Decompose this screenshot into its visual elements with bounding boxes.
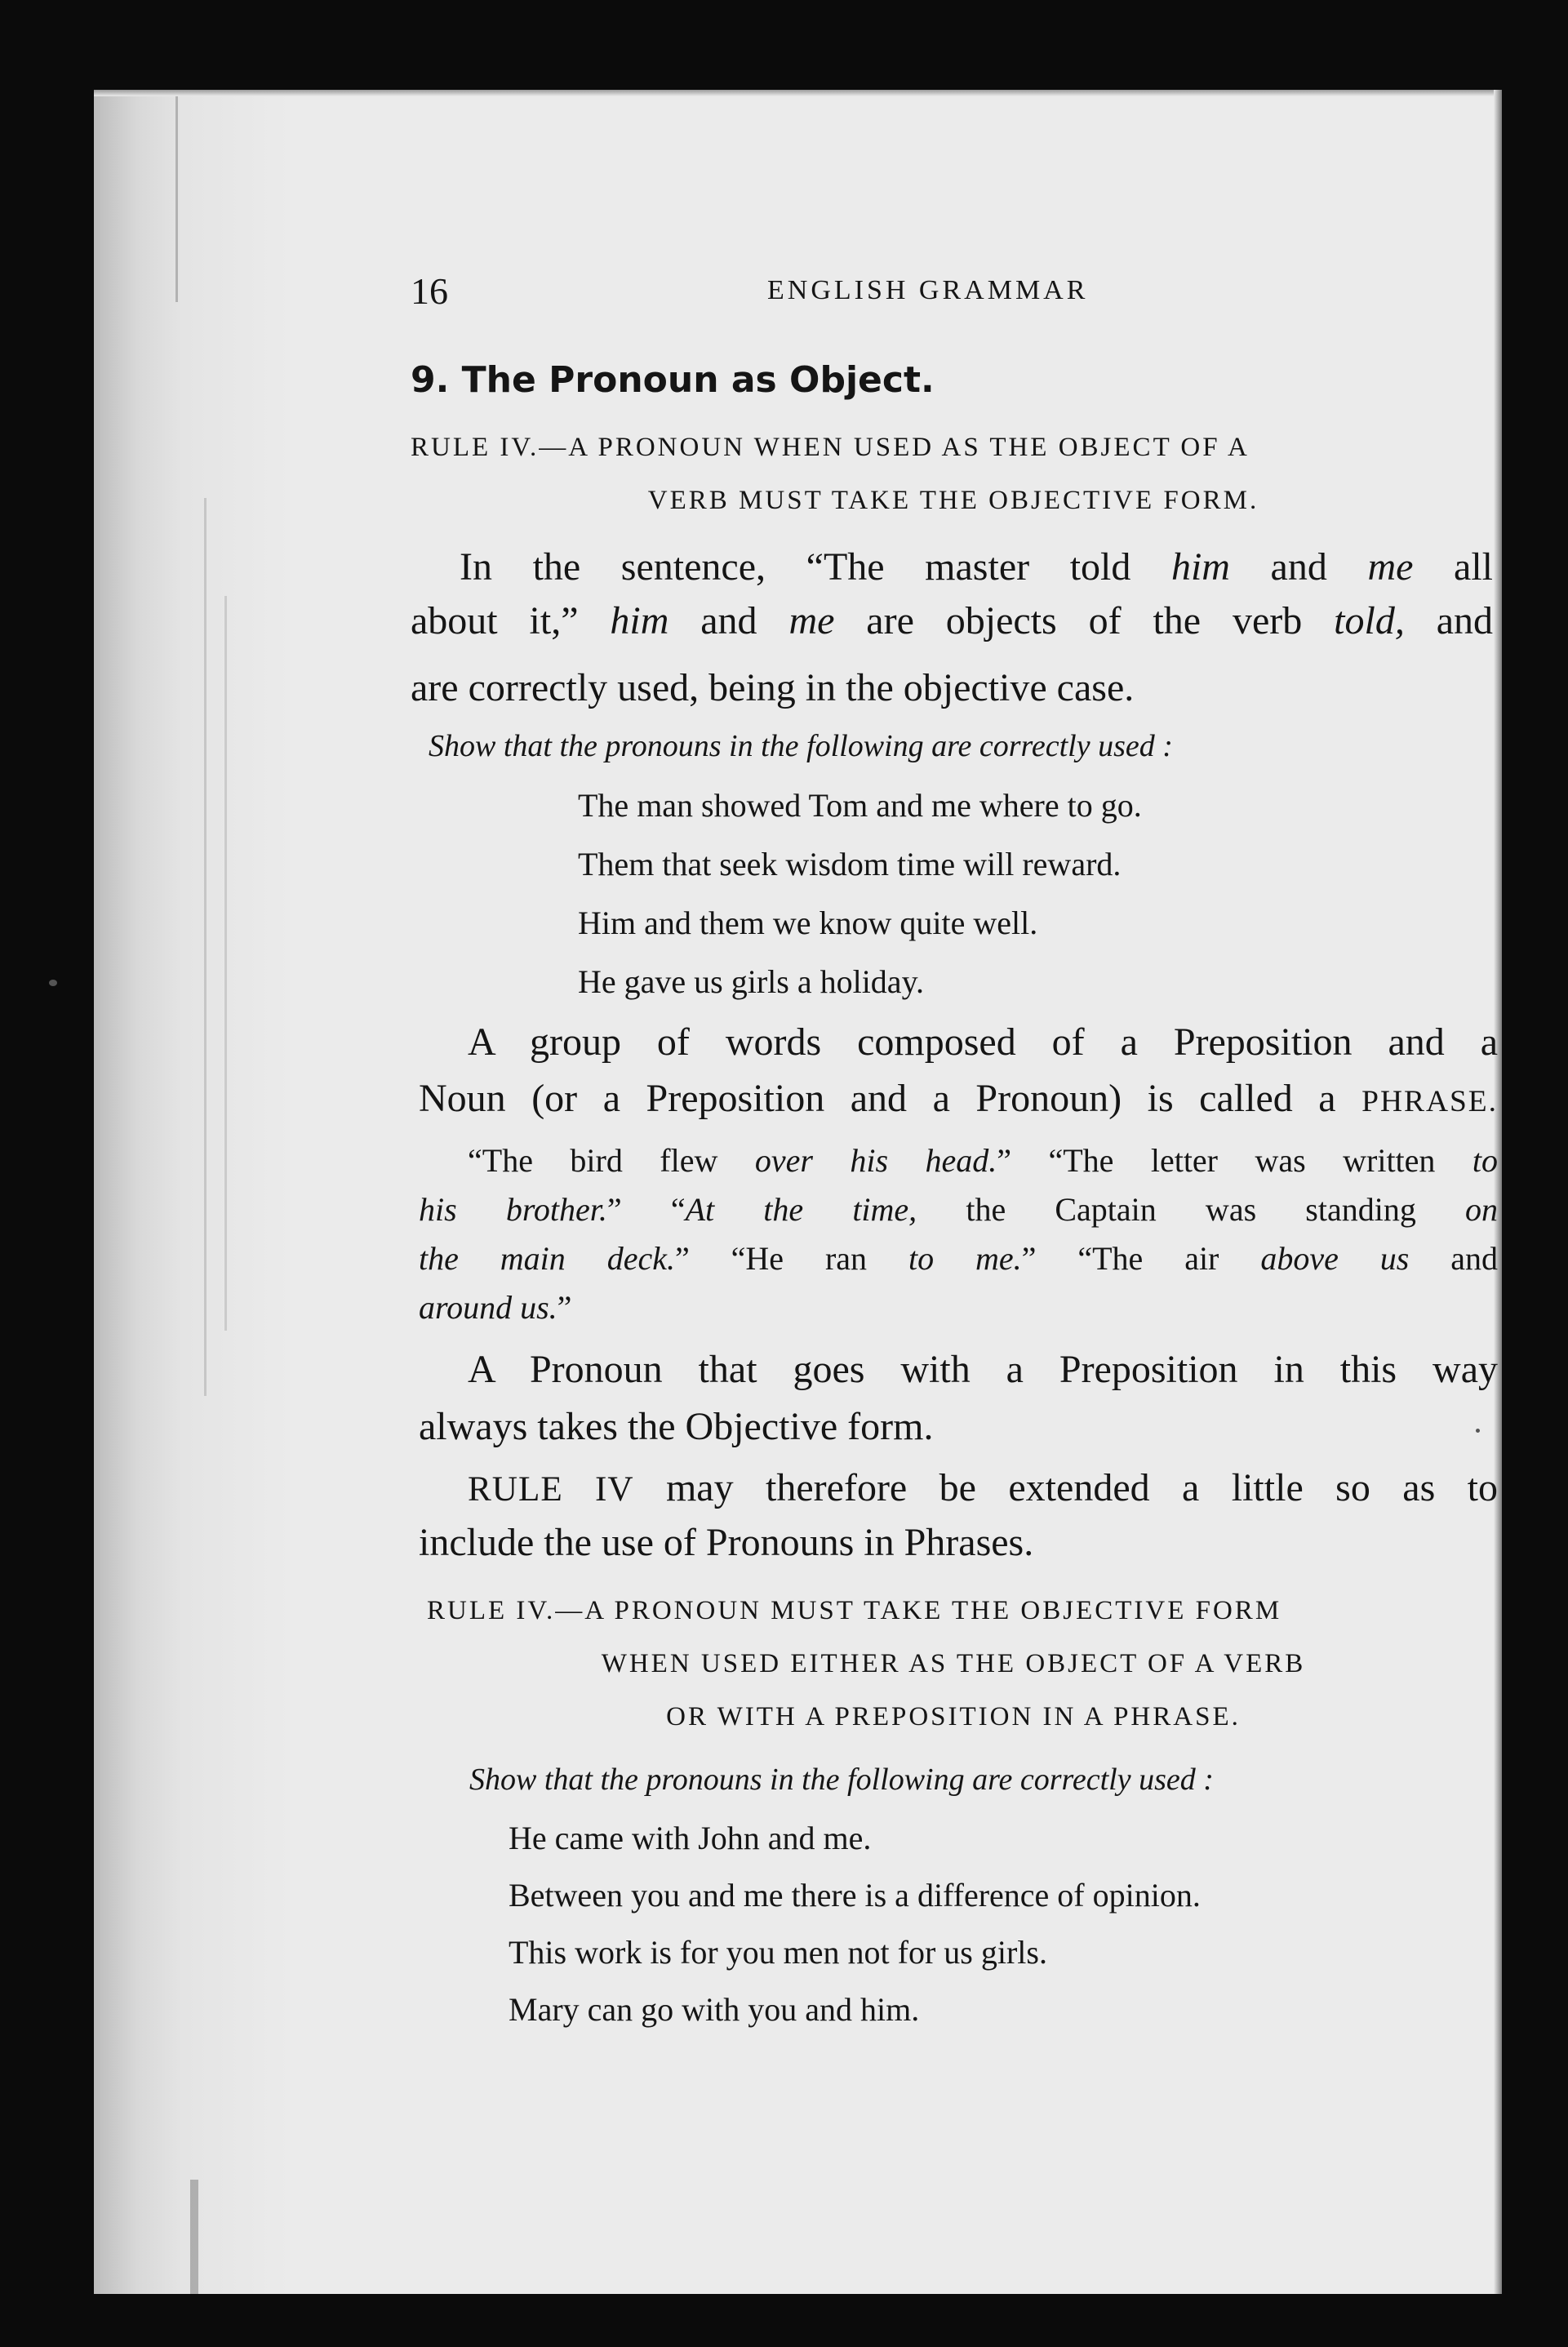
scan-edge-top: [94, 90, 1502, 96]
paragraph-1-line-1: In the sentence, “The master told him and me all: [460, 545, 1494, 589]
phrase-examples-line-3: the main deck.” “He ran to me.” “The air above us and: [419, 1240, 1498, 1277]
exercise-1-sentence: The man showed Tom and me where to go.: [578, 787, 1142, 824]
scan-speck: [49, 980, 57, 986]
running-head: ENGLISH GRAMMAR: [767, 275, 1089, 305]
exercise-2-sentence: He came with John and me.: [509, 1820, 872, 1856]
binding-mark: [190, 2180, 198, 2294]
rule-iv-line-1: RULE IV.—A PRONOUN WHEN USED AS THE OBJECT OF A: [411, 433, 1250, 462]
paragraph-3-line-1: A Pronoun that goes with a Preposition in this way: [468, 1348, 1498, 1391]
exercise-2-sentence: This work is for you men not for us girls.: [509, 1934, 1047, 1971]
rule-iv-extended-line-3: OR WITH A PREPOSITION IN A PHRASE.: [666, 1702, 1241, 1731]
phrase-examples-line-4: around us.”: [419, 1289, 572, 1326]
exercise-1-sentence: Him and them we know quite well.: [578, 905, 1038, 941]
exercise-2-sentence: Mary can go with you and him.: [509, 1991, 920, 2028]
binding-mark: [204, 498, 207, 1396]
paragraph-4-line-2: include the use of Pronouns in Phrases.: [419, 1521, 1034, 1564]
phrase-examples-line-1: “The bird flew over his head.” “The letter was written to: [468, 1142, 1498, 1179]
paragraph-2-line-2: Noun (or a Preposition and a Pronoun) is called a PHRASE.: [419, 1077, 1498, 1120]
rule-iv-line-2: VERB MUST TAKE THE OBJECTIVE FORM.: [647, 486, 1259, 515]
page-number: 16: [411, 270, 448, 312]
paragraph-2-line-1: A group of words composed of a Preposition and a: [468, 1020, 1498, 1064]
rule-iv-extended-line-1: RULE IV.—A PRONOUN MUST TAKE THE OBJECTIVE FORM: [427, 1596, 1282, 1625]
paragraph-1-line-2: about it,” him and me are objects of the verb told, and: [411, 599, 1493, 642]
exercise-1-instruction: Show that the pronouns in the following are correctly used :: [429, 729, 1173, 763]
binding-mark: [175, 90, 178, 302]
scan-speck: [1476, 1429, 1480, 1433]
exercise-1-sentence: He gave us girls a holiday.: [578, 963, 924, 1000]
binding-mark: [224, 596, 227, 1331]
exercise-2-instruction: Show that the pronouns in the following are correctly used :: [469, 1762, 1214, 1797]
exercise-1-sentence: Them that seek wisdom time will reward.: [578, 846, 1122, 882]
page-binding-shadow: [94, 90, 290, 2294]
paragraph-3-line-2: always takes the Objective form.: [419, 1405, 934, 1448]
paragraph-4-line-1: RULE IV may therefore be extended a little so as to: [468, 1466, 1499, 1509]
paragraph-1-line-3: are correctly used, being in the objective case.: [411, 666, 1135, 709]
rule-iv-extended-line-2: WHEN USED EITHER AS THE OBJECT OF A VERB: [601, 1649, 1306, 1678]
section-heading: 9. The Pronoun as Object.: [411, 359, 935, 401]
phrase-examples-line-2: his brother.” “At the time, the Captain was standing on: [419, 1191, 1498, 1228]
exercise-2-sentence: Between you and me there is a difference of opinion.: [509, 1877, 1201, 1914]
